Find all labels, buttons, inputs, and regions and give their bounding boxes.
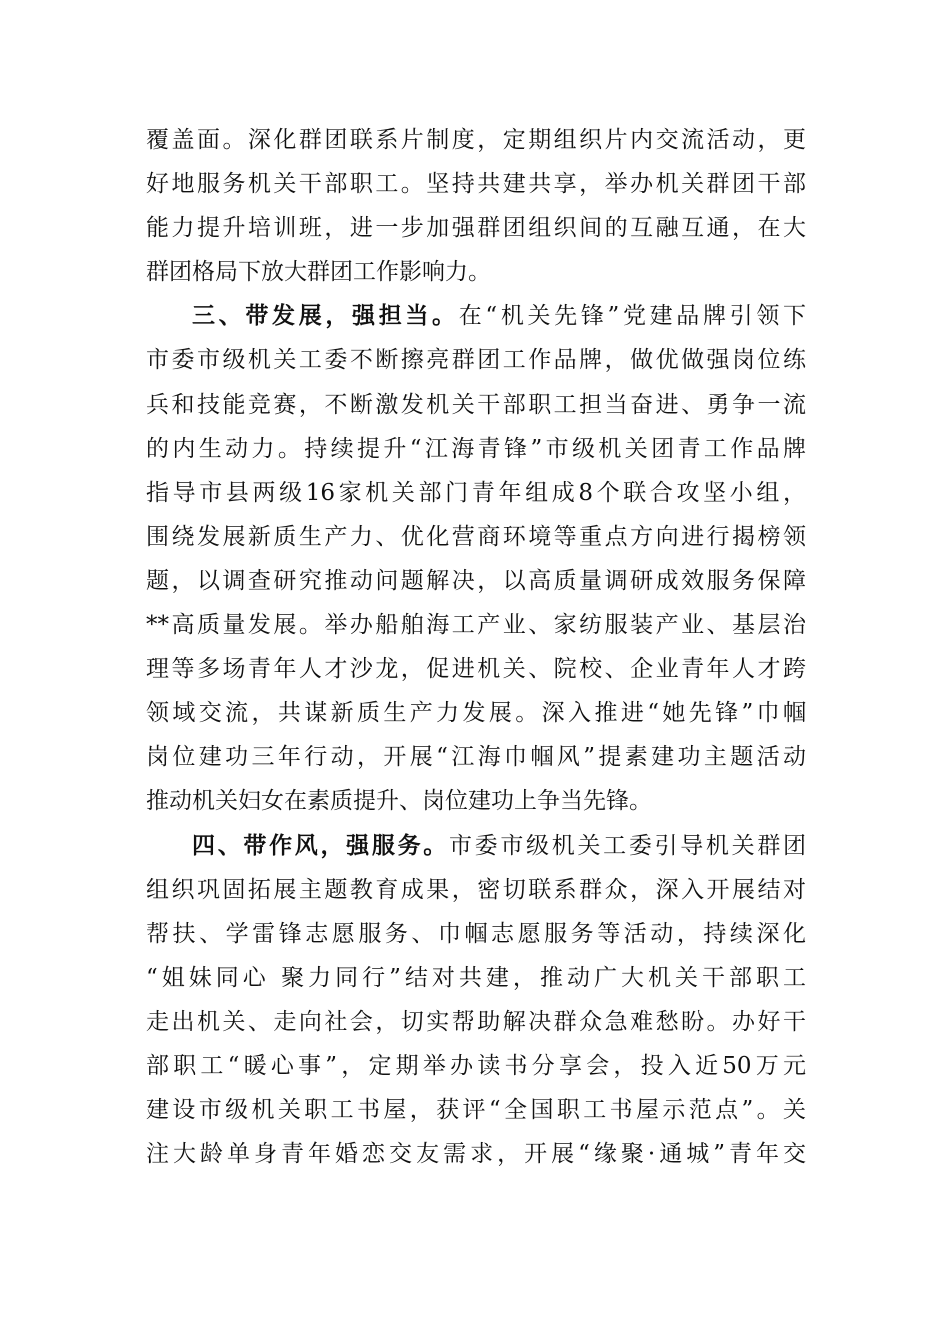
text-line: 帮扶、学雷锋志愿服务、巾帼志愿服务等活动，持续深化: [146, 920, 806, 947]
text-line: [146, 824, 806, 868]
text-line: 群团格局下放大群团工作影响力。: [146, 259, 491, 286]
text-line: 兵和技能竞赛，不断激发机关干部职工担当奋进、勇争一流: [146, 391, 806, 418]
text-line: 的内生动力。持续提升“江海青锋”市级机关团青工作品牌: [146, 435, 806, 462]
section-heading: 三、带发展，强担当。: [192, 303, 459, 330]
text-line: 建设市级机关职工书屋，获评“全国职工书屋示范点”。关: [146, 1097, 806, 1124]
text-line: 能力提升培训班，进一步加强群团组织间的互融互通，在大: [146, 215, 806, 242]
text-line: 市委市级机关工委不断擦亮群团工作品牌，做优做强岗位练: [146, 347, 806, 374]
text-line: 覆盖面。深化群团联系片制度，定期组织片内交流活动，更: [146, 127, 806, 153]
text-line: 部职工“暖心事”，定期举办读书分享会，投入近50万元: [146, 1052, 806, 1079]
text-line: 领域交流，共谋新质生产力发展。深入推进“她先锋”巾帼: [146, 700, 806, 727]
paragraph: [146, 118, 806, 294]
text-line: 走出机关、走向社会，切实帮助解决群众急难愁盼。办好干: [146, 1008, 806, 1035]
text-line: 注大龄单身青年婚恋交友需求，开展“缘聚·通城”青年交: [146, 1141, 806, 1168]
text-run: 在“机关先锋”党建品牌引领下: [458, 303, 806, 330]
text-line: 组织巩固拓展主题教育成果，密切联系群众，深入开展结对: [146, 876, 806, 903]
text-line: “姐妹同心 聚力同行”结对共建，推动广大机关干部职工: [146, 964, 806, 991]
text-line: 题，以调查研究推动问题解决，以高质量调研成效服务保障: [146, 567, 806, 594]
text-line: 指导市县两级16家机关部门青年组成8个联合攻坚小组，: [146, 479, 806, 506]
text-line: 围绕发展新质生产力、优化营商环境等重点方向进行揭榜领: [146, 523, 806, 550]
document-body: [146, 118, 806, 1176]
text-line: 理等多场青年人才沙龙，促进机关、院校、企业青年人才跨: [146, 656, 806, 683]
text-line: [146, 294, 806, 338]
paragraph: [146, 824, 806, 1177]
text-run: 市委市级机关工委引导机关群团: [448, 832, 807, 859]
text-line: **高质量发展。举办船舶海工产业、家纺服装产业、基层治: [146, 612, 806, 639]
paragraph: [146, 294, 806, 823]
text-line: 岗位建功三年行动，开展“江海巾帼风”提素建功主题活动: [146, 744, 806, 771]
text-line: 好地服务机关干部职工。坚持共建共享，举办机关群团干部: [146, 171, 806, 198]
section-heading: 四、带作风，强服务。: [192, 832, 449, 859]
text-line: 推动机关妇女在素质提升、岗位建功上争当先锋。: [146, 788, 652, 815]
